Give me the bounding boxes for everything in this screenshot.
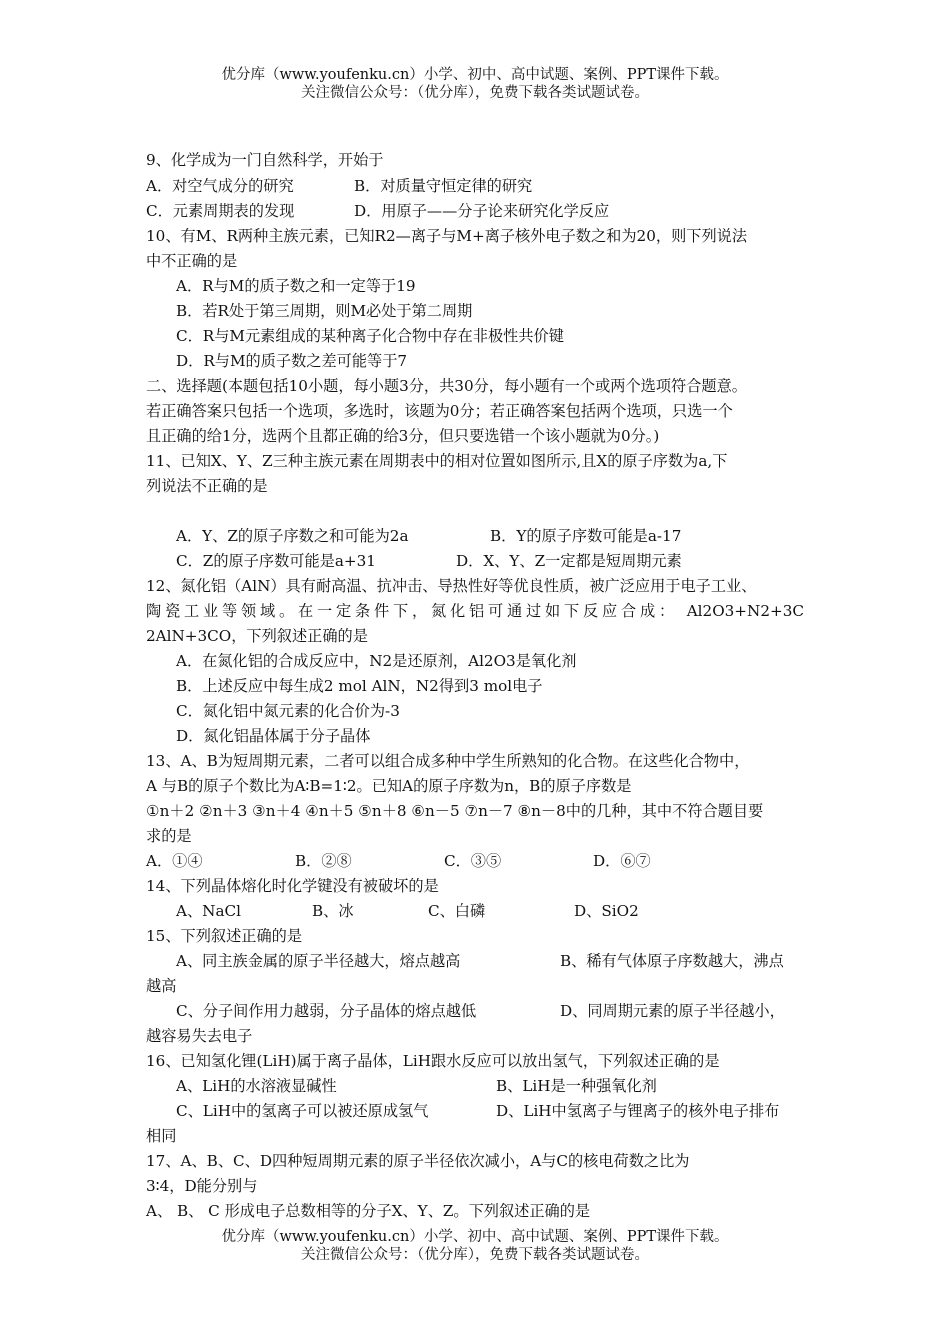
q9-option-b: B．对质量守恒定律的研究 — [354, 177, 533, 195]
q15-option-b-cont: 越高 — [146, 977, 177, 995]
q11-options-ab — [176, 526, 681, 546]
q13-option-a: A．①④ — [146, 852, 203, 870]
q13-stem-3: ①n＋2 ②n＋3 ③n＋4 ④n＋5 ⑤n＋8 ⑥n－5 ⑦n－7 ⑧n－8中的几种，其中不符合题目要 — [146, 802, 764, 820]
q15-option-a: A、同主族金属的原子半径越大，熔点越高 — [176, 952, 461, 970]
footer-line-2: 关注微信公众号：（优分库），免费下载各类试题试卷。 — [301, 1247, 649, 1263]
q10-option-b: B．若R处于第三周期，则M必处于第二周期 — [176, 302, 473, 320]
q11-stem-2: 列说法不正确的是 — [146, 477, 268, 495]
q16-options-cd — [176, 1101, 779, 1121]
q16-options-ab — [176, 1076, 657, 1096]
q15-option-c: C、分子间作用力越弱，分子晶体的熔点越低 — [176, 1002, 477, 1020]
q16-option-a: A、LiH的水溶液显碱性 — [176, 1077, 337, 1095]
q14-option-a: A、NaCl — [176, 902, 241, 920]
q16-option-b: B、LiH是一种强氧化剂 — [496, 1077, 657, 1095]
q10-stem-2: 中不正确的是 — [146, 252, 238, 270]
q9-option-a: A．对空气成分的研究 — [146, 177, 294, 195]
q11-option-c: C．Z的原子序数可能是a+31 — [176, 552, 376, 570]
q10-option-d: D．R与M的质子数之差可能等于7 — [176, 352, 408, 370]
q16-option-c: C、LiH中的氢离子可以被还原成氢气 — [176, 1102, 429, 1120]
q12-stem-2: 陶瓷工业等领域。在一定条件下，氮化铝可通过如下反应合成： Al2O3+N2+3C — [146, 602, 804, 620]
q11-option-a: A．Y、Z的原子序数之和可能为2a — [176, 527, 409, 545]
q11-options-cd — [176, 551, 682, 571]
q9-stem: 9、化学成为一门自然科学，开始于 — [146, 151, 384, 169]
q12-option-a: A．在氮化铝的合成反应中，N2是还原剂，Al2O3是氧化剂 — [176, 652, 577, 670]
q9-option-c: C．元素周期表的发现 — [146, 202, 295, 220]
q16-stem: 16、已知氢化锂(LiH)属于离子晶体，LiH跟水反应可以放出氢气，下列叙述正确的是 — [146, 1052, 720, 1070]
q14-option-c: C、白磷 — [428, 902, 486, 920]
header-line-2: 关注微信公众号：（优分库），免费下载各类试题试卷。 — [301, 85, 649, 101]
q15-options-cd — [176, 1001, 785, 1021]
q15-options-ab — [176, 951, 784, 971]
q11-stem-1: 11、已知X、Y、Z三种主族元素在周期表中的相对位置如图所示,且X的原子序数为a,下 — [146, 452, 728, 470]
q17-stem-3: A、 B、 C 形成电子总数相等的分子X、Y、Z。下列叙述正确的是 — [146, 1202, 591, 1220]
q14-option-d: D、SiO2 — [574, 902, 639, 920]
q9-options-cd — [146, 201, 609, 221]
q13-stem-1: 13、A、B为短周期元素，二者可以组合成多种中学生所熟知的化合物。在这些化合物中， — [146, 752, 750, 770]
q13-option-c: C．③⑤ — [444, 852, 502, 870]
q11-option-b: B．Y的原子序数可能是a-17 — [490, 527, 682, 545]
q13-options — [146, 851, 651, 871]
q10-option-a: A．R与M的质子数之和一定等于19 — [176, 277, 416, 295]
q10-option-c: C．R与M元素组成的某种离子化合物中存在非极性共价键 — [176, 327, 564, 345]
q17-stem-2: 3∶4，D能分别与 — [146, 1177, 258, 1195]
q15-stem: 15、下列叙述正确的是 — [146, 927, 303, 945]
q17-stem-1: 17、A、B、C、D四种短周期元素的原子半径依次减小，A与C的核电荷数之比为 — [146, 1152, 690, 1170]
q16-option-d-cont: 相同 — [146, 1127, 177, 1145]
q13-option-d: D．⑥⑦ — [593, 852, 651, 870]
q12-stem-3: 2AlN+3CO，下列叙述正确的是 — [146, 627, 368, 645]
q14-option-b: B、冰 — [312, 902, 354, 920]
q16-option-d: D、LiH中氢离子与锂离子的核外电子排布 — [496, 1102, 780, 1120]
q12-option-b: B．上述反应中每生成2 mol AlN，N2得到3 mol电子 — [176, 677, 543, 695]
q9-options-ab — [146, 176, 532, 196]
q11-option-d: D．X、Y、Z一定都是短周期元素 — [456, 552, 682, 570]
q12-option-c: C．氮化铝中氮元素的化合价为-3 — [176, 702, 400, 720]
footer-line-1: 优分库（www.youfenku.cn）小学、初中、高中试题、案例、PPT课件下载。 — [221, 1229, 729, 1245]
page-footer — [0, 1228, 950, 1264]
q12-stem-1: 12、氮化铝（AlN）具有耐高温、抗冲击、导热性好等优良性质，被广泛应用于电子工业、 — [146, 577, 757, 595]
q15-option-d: D、同周期元素的原子半径越小， — [560, 1002, 785, 1020]
q15-option-b: B、稀有气体原子序数越大，沸点 — [560, 952, 784, 970]
section2-line-2: 若正确答案只包括一个选项，多选时，该题为0分；若正确答案包括两个选项，只选一个 — [146, 402, 733, 420]
q12-option-d: D．氮化铝晶体属于分子晶体 — [176, 727, 371, 745]
page-header — [0, 66, 950, 102]
q15-option-d-cont: 越容易失去电子 — [146, 1027, 253, 1045]
q14-options — [176, 901, 639, 921]
header-line-1: 优分库（www.youfenku.cn）小学、初中、高中试题、案例、PPT课件下载。 — [221, 67, 729, 83]
section2-line-1: 二、选择题(本题包括10小题，每小题3分，共30分，每小题有一个或两个选项符合题意。 — [146, 377, 747, 395]
q13-stem-4: 求的是 — [146, 827, 192, 845]
q14-stem: 14、下列晶体熔化时化学键没有被破坏的是 — [146, 877, 439, 895]
q13-stem-2: A 与B的原子个数比为A∶B=1∶2。已知A的原子序数为n，B的原子序数是 — [146, 777, 632, 795]
section2-line-3: 且正确的给1分，选两个且都正确的给3分，但只要选错一个该小题就为0分。) — [146, 427, 660, 445]
q13-option-b: B．②⑧ — [295, 852, 352, 870]
q10-stem-1: 10、有M、R两种主族元素，已知R2—离子与M+离子核外电子数之和为20，则下列说法 — [146, 227, 748, 245]
q9-option-d: D．用原子——分子论来研究化学反应 — [354, 202, 610, 220]
